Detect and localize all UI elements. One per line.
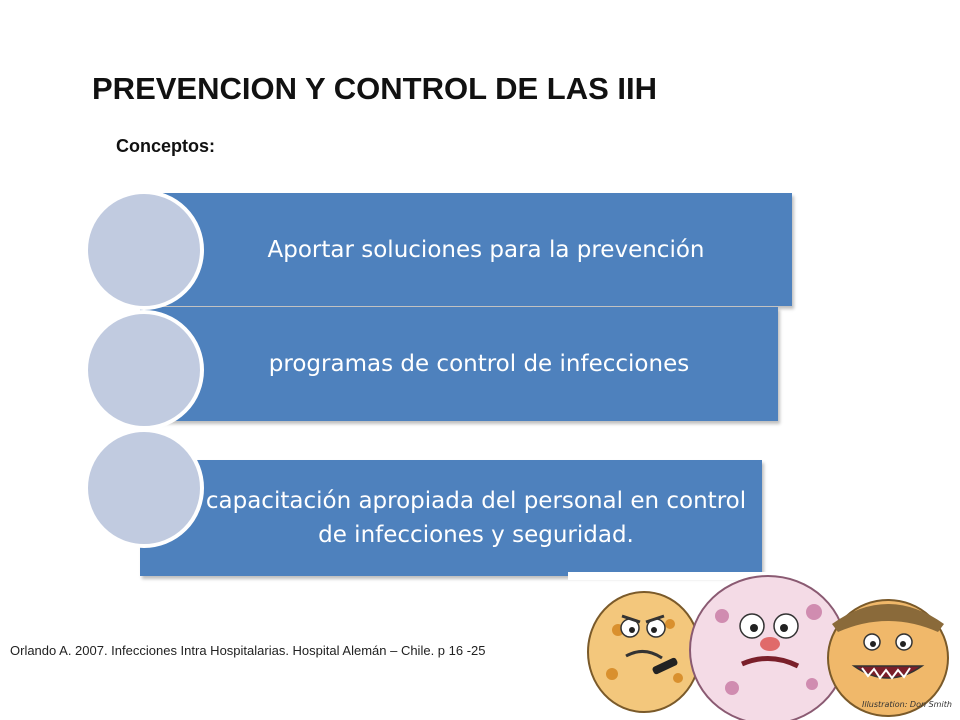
cartoon-germs-illustration xyxy=(582,566,960,720)
list-item-3 xyxy=(140,460,762,576)
slide-title: PREVENCION Y CONTROL DE LAS IIH xyxy=(92,71,657,106)
citation: Orlando A. 2007. Infecciones Intra Hospitalarias. Hospital Alemán – Chile. p 16 -25 xyxy=(10,643,486,658)
list-item-2-text: programas de control de infecciones xyxy=(268,351,690,377)
list-item-1 xyxy=(140,193,792,306)
germ-left xyxy=(588,592,700,712)
list-item-3-text: capacitación apropiada del personal en control de infecciones y seguridad. xyxy=(205,488,747,548)
bullet-circle-2 xyxy=(84,310,204,430)
bullet-circle-1 xyxy=(84,190,204,310)
bullet-circle-3 xyxy=(84,428,204,548)
germ-middle xyxy=(690,576,846,720)
germ-right xyxy=(828,600,948,716)
list-item-2 xyxy=(140,307,778,421)
illustration-credit: Illustration: Don Smith xyxy=(862,700,952,709)
slide-subtitle: Conceptos: xyxy=(116,136,215,156)
list-item-1-text: Aportar soluciones para la prevención xyxy=(267,236,705,263)
